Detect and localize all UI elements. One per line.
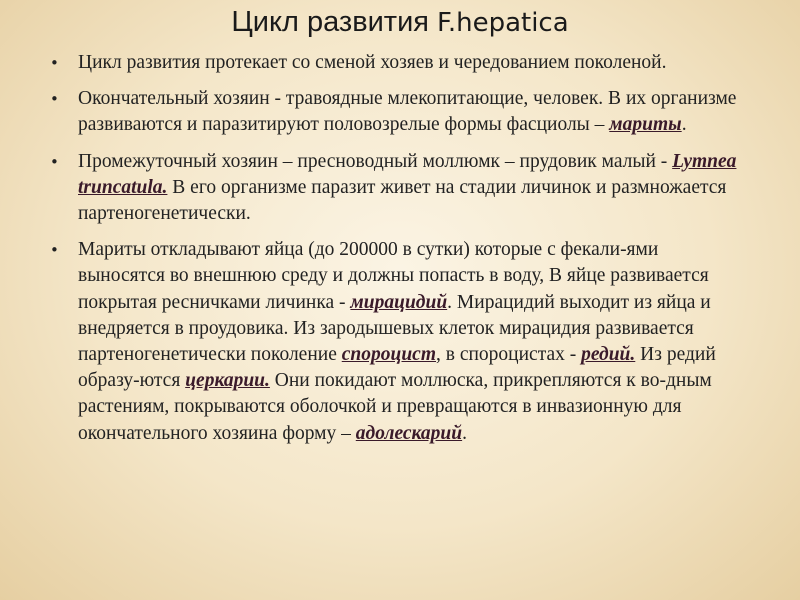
bullet-text: Окончательный хозяин - травоядные млекопитающие, человек. В их организме развиваются и паразитируют половозрелые формы фасциолы –	[78, 88, 737, 136]
title-species: F.hepatica	[437, 8, 569, 38]
title-main: Цикл развития	[231, 6, 438, 38]
term-adolescaria: адолескарий	[355, 422, 463, 444]
slide-title	[0, 6, 800, 39]
bullet-item-development	[48, 237, 748, 447]
bullet-icon: •	[50, 241, 59, 260]
bullet-text: , в спороцистах -	[436, 344, 582, 366]
bullet-text: .	[462, 422, 467, 444]
term-sporocyst: спороцист	[341, 344, 436, 366]
bullet-text: Мариты откладывают яйца (до 200000 в сутки) которые с фекали-ями выносятся во внешнюю среду и должны попасть в воду, В яйце развивается покрытая ресничками личинка -	[78, 239, 709, 313]
bullet-icon: •	[50, 54, 59, 72]
term-marity: мариты	[609, 114, 682, 136]
bullet-icon: •	[50, 90, 59, 109]
bullet-text: .	[681, 114, 687, 136]
bullet-icon: •	[50, 152, 59, 171]
term-cercaria: церкарии.	[185, 370, 270, 392]
bullet-item-definitive-host	[48, 86, 748, 138]
bullet-list	[48, 50, 748, 457]
bullet-text: Промежуточный хозяин – пресноводный моллюмк – прудовик малый -	[78, 150, 673, 172]
bullet-text: Цикл развития протекает со сменой хозяев и чередованием поколеной.	[78, 52, 667, 73]
term-miracidium: мирацидий	[350, 291, 448, 313]
bullet-text: Из редий образу-ются	[78, 344, 716, 392]
bullet-item-life-cycle	[48, 50, 748, 76]
bullet-text: Они покидают моллюска, прикрепляются к во-дным растениям, покрываются оболочкой и превращаются в инвазионную для окончательного хозяина форму –	[78, 370, 712, 444]
bullet-text: . Мирацидий выходит из яйца и внедряется в проудовика. Из зародышевых клеток мирацидия развивается партеногенетически поколение	[78, 291, 711, 366]
bullet-text: В его организме паразит живет на стадии личинок и размножается партеногенетически.	[78, 176, 727, 225]
bullet-item-intermediate-host	[48, 149, 748, 228]
term-redia: редий.	[581, 344, 636, 366]
term-lymnea-truncatula: Lymnea truncatula.	[78, 150, 737, 198]
